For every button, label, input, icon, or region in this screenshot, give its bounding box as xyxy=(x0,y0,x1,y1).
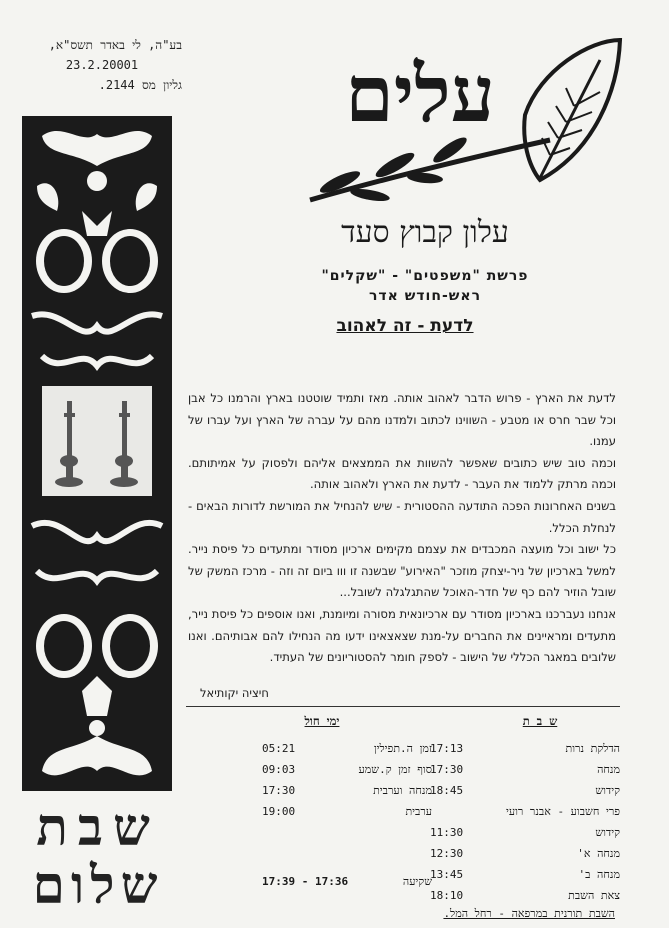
table-row: מנחה וערבית 17:30 xyxy=(262,784,432,797)
rosh-chodesh-line: ראש-חודש אדר xyxy=(368,288,482,304)
shabbat-header: ש ב ת xyxy=(522,714,558,728)
issue-date-line: בע"ה, לי באדר תשס"א, xyxy=(48,38,182,52)
footer-note: השבת תורנית במרפאה - רחל המל. xyxy=(443,907,615,920)
article-body xyxy=(188,388,616,669)
article-paragraph: בשנים האחרונות הפכה התודעה ההסטורית - שיש להנחיל את המורשת לדורות הבאים - לנחלת הכלל. xyxy=(188,498,616,535)
table-row: מנחה א' 12:30 xyxy=(430,847,620,860)
section-divider xyxy=(186,706,620,707)
article-signature: חיציה יקותיאל xyxy=(200,686,269,700)
table-row: פרי חשבוע - אבנר רועי xyxy=(505,805,620,818)
article-paragraph: לדעת את הארץ - פרוש הדבר לאהוב אותה. מאז ותמיד שוטטנו בארץ והרמנו כל אבן וכל שבר חרס או מטבע - השווינו לכתוב ולמדנו מהם על עברה של הארץ ועל עברו של עמנו. xyxy=(188,391,616,449)
issue-greg-date: 23.2.20001 xyxy=(65,58,139,72)
weekday-header: ימי חול xyxy=(304,714,340,728)
parsha-line: פרשת "משפטים" - "שקלים" xyxy=(321,268,529,284)
masthead-subtitle: עלון קבוץ סעד xyxy=(341,215,509,250)
table-row: ערבית 19:00 xyxy=(262,805,432,818)
table-row: הדלקת נרות 17:13 xyxy=(430,742,620,755)
table-row: צאת השבת 18:10 xyxy=(430,889,620,902)
table-row: מנחה ב' 13:45 xyxy=(430,868,620,881)
article-paragraph: אנחנו נעברכנו בארכיון מסודר עם ארכיונאית מסורה ומיומנת, ואנו אוספים כל פיסת נייר, מתעדים ומראיינים את החברים על-מנת שצאצאינו ידעו מה הנחילו להם אבותיהם. ואנו שלובים במאגר הכללי של הישוב - לספק חומר להסטוריונים של העתיד. xyxy=(188,606,616,665)
table-row: מנחה 17:30 xyxy=(430,763,620,776)
table-row: סוף זמן ק.שמע 09:03 xyxy=(262,763,432,776)
logo-wordmark: עלים xyxy=(345,49,495,140)
sunset-times: 17:39 - 17:36 xyxy=(262,875,349,888)
table-row: זמן ה.תפילין 05:21 xyxy=(262,742,432,755)
banner-shabbat: שבת xyxy=(36,797,160,858)
masthead-logo xyxy=(300,30,630,210)
sunset-row xyxy=(262,875,432,888)
table-row: קידוש 11:30 xyxy=(430,826,620,839)
banner-shalom: שלום xyxy=(32,855,164,916)
decorative-border-panel xyxy=(22,116,172,791)
issue-number: גליון מס 2144. xyxy=(98,78,182,92)
table-row: קידוש 18:45 xyxy=(430,784,620,797)
article-paragraph: וכמה טוב שיש כתובים שאפשר להשוות את הממצאים אליהם ולפסוק על אמיתותם. וכמה מרתק ללמוד את העבר - לדעת את הארץ ולאהוב אותה. xyxy=(188,455,616,492)
article-headline: לדעת - זה לאהוב xyxy=(336,316,474,336)
sunset-label: שקיעה xyxy=(402,875,432,888)
article-paragraph: כל ישוב וכל מועצה המכבדים את עצמם מקימים ארכיון מסודר ומתעדים כל פיסת נייר. למשל בארכיון של ניר-יצחק מוזכר "האירוע" שבשנה זו ווו ביום זה וזה - מרכז המשק של שובל הוזיר להם כף של חדר-האוכל שהתגלגלה לשובל... xyxy=(188,542,616,600)
